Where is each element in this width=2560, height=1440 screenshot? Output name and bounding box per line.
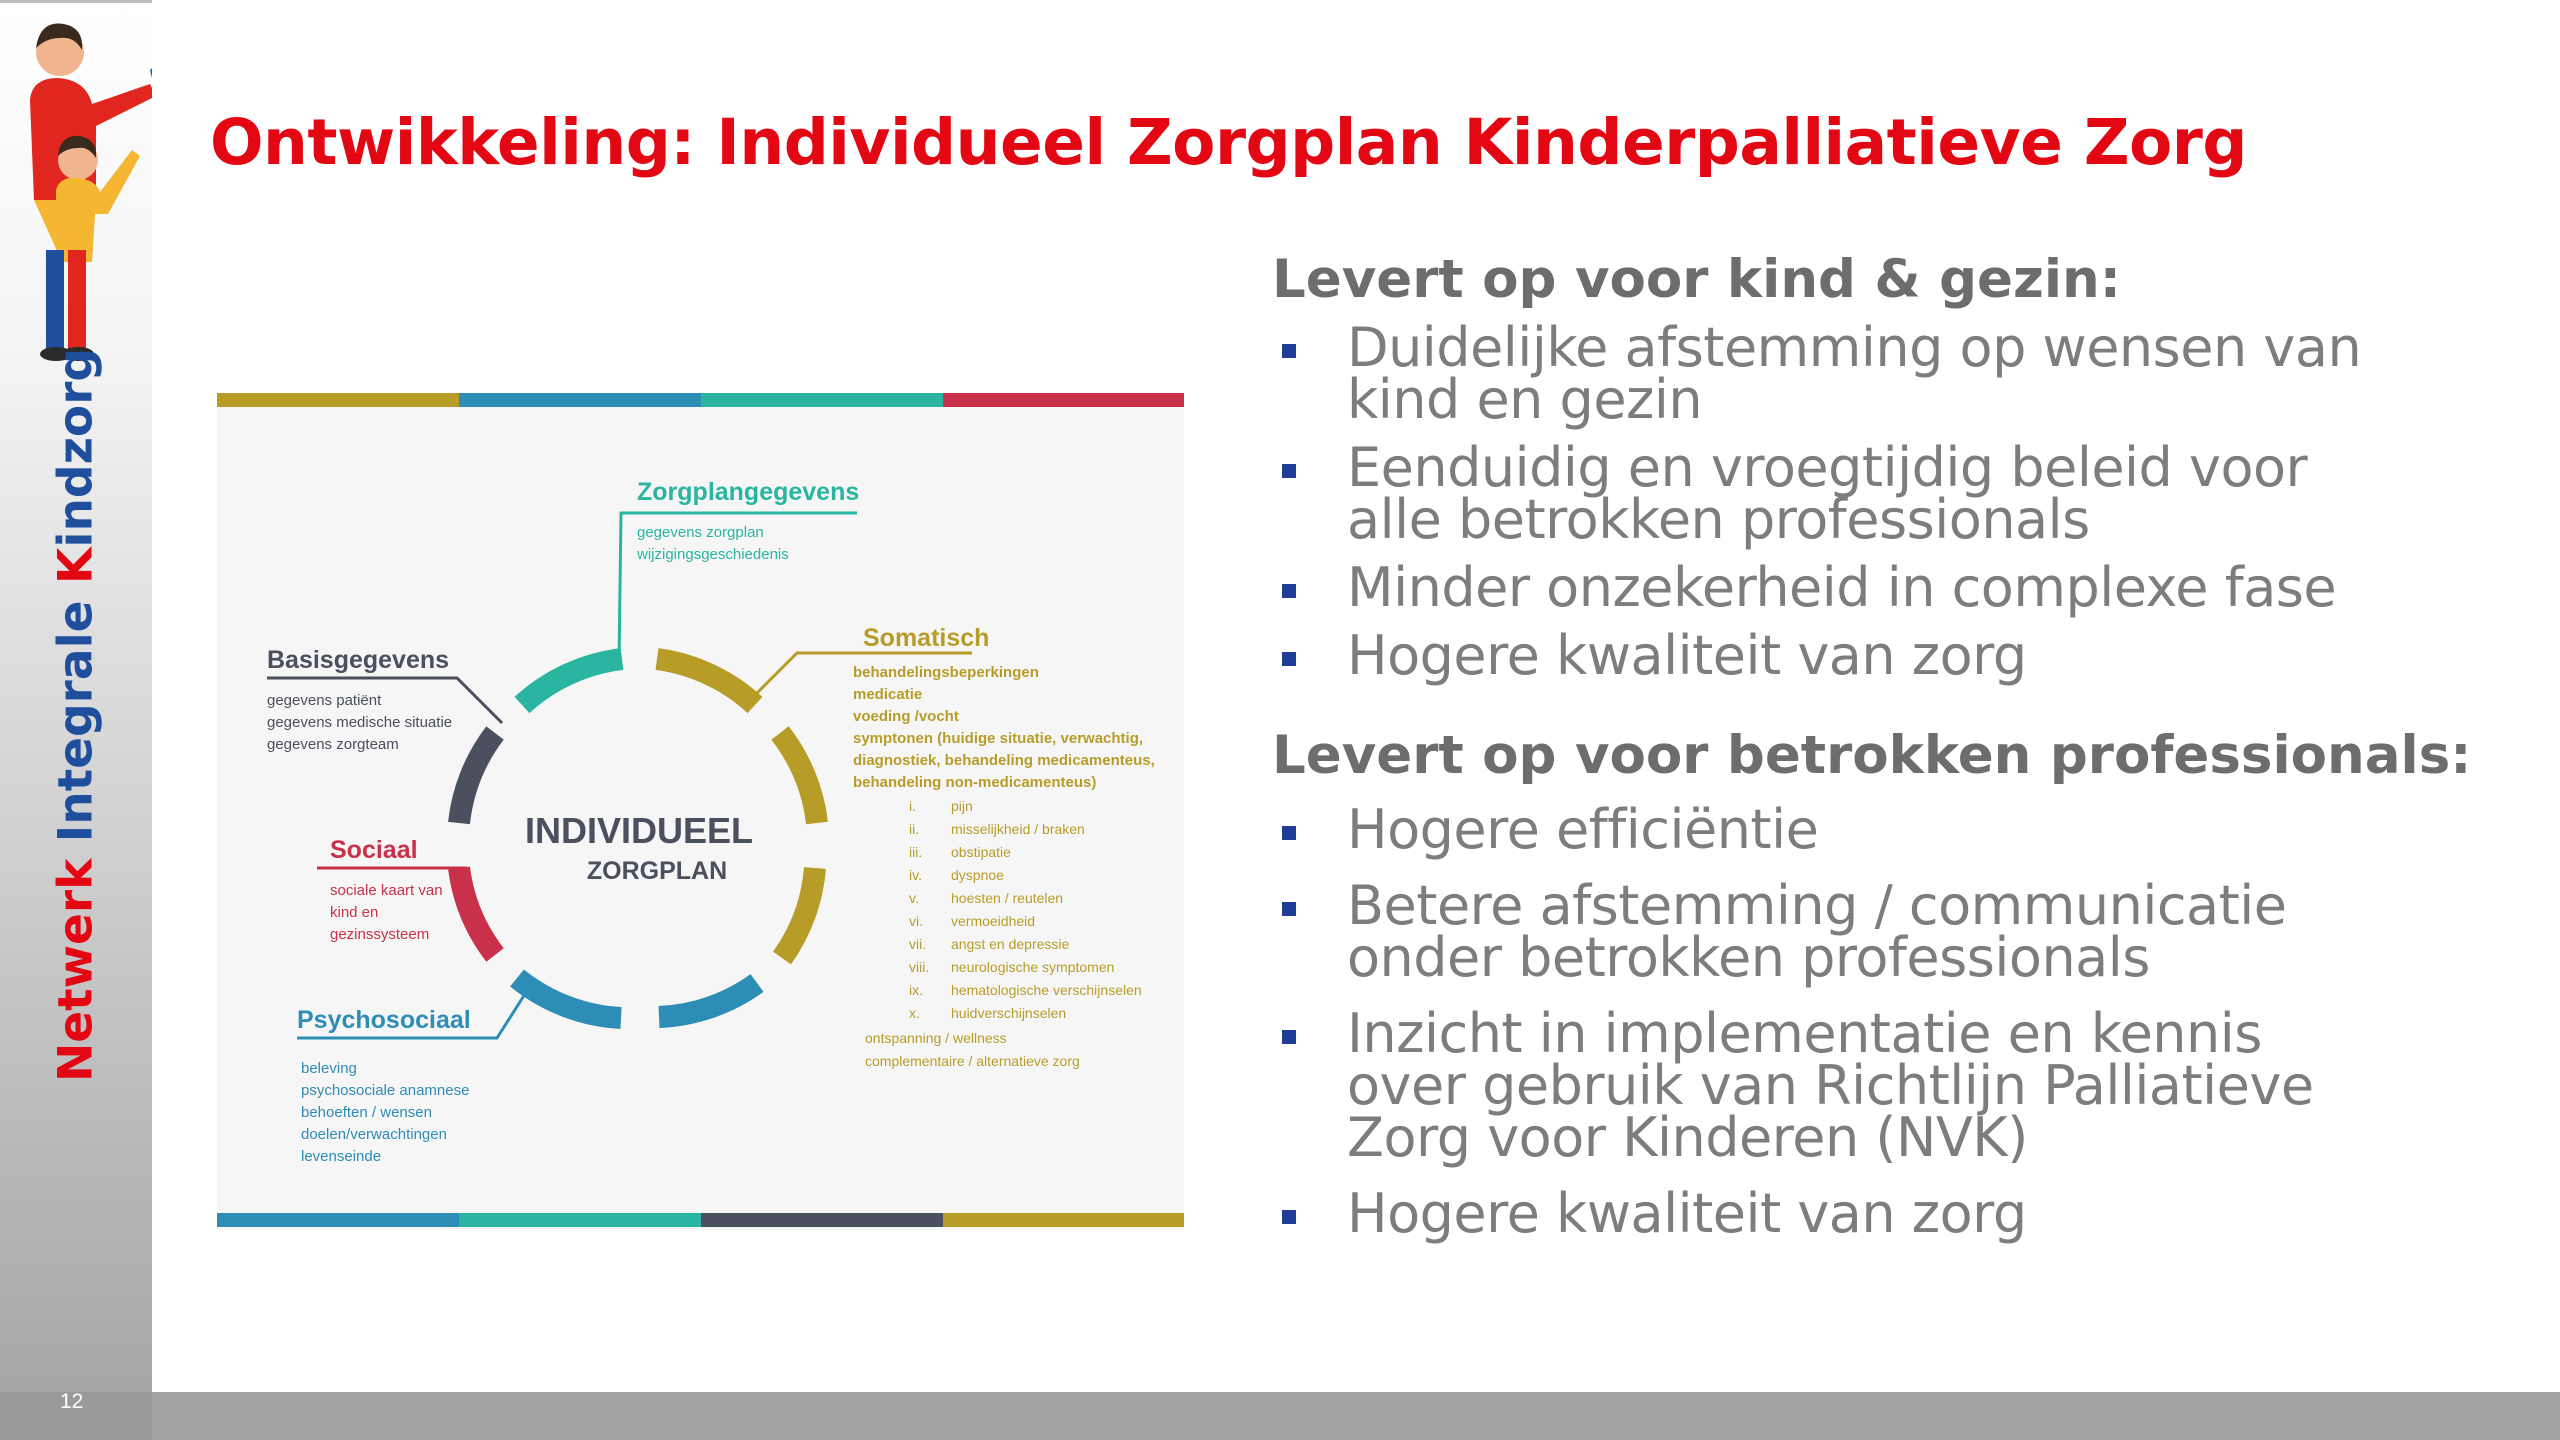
somatisch-num-3: iii. [909, 844, 923, 860]
bottom-bar-slate [701, 1213, 943, 1227]
bullet-line: Duidelijke afstemming op wensen van [1347, 316, 2362, 379]
bullet-line: Zorg voor Kinderen (NVK) [1347, 1106, 2028, 1169]
somatisch-num-8: viii. [909, 959, 930, 975]
brand-initial-k: K [48, 547, 104, 585]
somatisch-item-6: behandeling non-medicamenteus) [853, 774, 1097, 791]
somatisch-num-2: ii. [909, 821, 920, 837]
benefits-content [1272, 248, 2492, 1245]
list-item [1272, 874, 2492, 989]
section-heading-kind-gezin: Levert op voor kind & gezin: [1272, 249, 2121, 310]
brand-word-netwerk: Netwerk [48, 858, 104, 1083]
psychosociaal-item-4: doelen/verwachtingen [301, 1126, 447, 1143]
bullet-square-icon [1282, 902, 1296, 916]
arc-crimson [459, 868, 495, 955]
somatisch-sym-5: hoesten / reutelen [951, 890, 1064, 906]
bullet-square-icon [1282, 652, 1296, 666]
bullet-line: onder betrokken professionals [1347, 926, 2150, 989]
top-bar-teal [701, 393, 943, 407]
bullet-square-icon [1282, 584, 1296, 598]
bullet-line: kind en gezin [1347, 368, 1703, 431]
bottom-bar [0, 1392, 2560, 1440]
brand-vertical-text [49, 348, 104, 1082]
somatisch-sym-4: dyspnoe [951, 867, 1004, 883]
bullet-line: Betere afstemming / communicatie [1347, 874, 2287, 937]
list-item [1272, 798, 2492, 861]
list-item [1272, 316, 2492, 431]
psychosociaal-item-5: levenseinde [301, 1148, 382, 1165]
list-item [1272, 1002, 2492, 1169]
somatisch-item-2: medicatie [853, 686, 923, 703]
somatisch-num-9: ix. [909, 982, 923, 998]
list-item [1272, 436, 2492, 551]
bottom-bar-ocean [217, 1213, 459, 1227]
label-psychosociaal: Psychosociaal [297, 1006, 471, 1034]
slide-title: Ontwikkeling: Individueel Zorgplan Kinderpalliatieve Zorg [210, 106, 2247, 179]
page-number: 12 [60, 1390, 84, 1413]
somatisch-sym-7: angst en depressie [951, 936, 1070, 952]
bullet-square-icon [1282, 826, 1296, 840]
zorgplan-diagram [217, 393, 1184, 1230]
somatisch-sym-3: obstipatie [951, 844, 1011, 860]
bullet-list-professionals [1272, 798, 2492, 1245]
logo-illustration [0, 0, 152, 370]
somatisch-extra-2: complementaire / alternatieve zorg [865, 1053, 1080, 1069]
bullet-square-icon [1282, 464, 1296, 478]
bullet-square-icon [1282, 1030, 1296, 1044]
somatisch-sym-9: hematologische verschijnselen [951, 982, 1142, 998]
section-professionals [1272, 724, 2492, 1245]
bullet-line: Hogere efficiëntie [1347, 798, 1819, 861]
basisgegevens-item-1: gegevens patiënt [267, 692, 382, 709]
sociaal-item-1: sociale kaart van [330, 882, 443, 899]
label-somatisch: Somatisch [863, 624, 990, 652]
brand-word-integrale: Integrale [48, 600, 104, 843]
section-heading-professionals: Levert op voor betrokken professionals: [1272, 725, 2472, 786]
label-sociaal: Sociaal [330, 836, 418, 864]
top-bar-ocean [459, 393, 701, 407]
sidebar [0, 0, 152, 1392]
top-bar-mustard [217, 393, 459, 407]
basisgegevens-item-3: gegevens zorgteam [267, 736, 399, 753]
somatisch-num-5: v. [909, 890, 919, 906]
arc-teal [522, 659, 622, 705]
section-kind-gezin [1272, 248, 2492, 687]
somatisch-num-6: vi. [909, 913, 923, 929]
arc-ocean-1 [659, 983, 757, 1017]
label-zorgplangegevens: Zorgplangegevens [637, 478, 860, 506]
diagram-center-line1: INDIVIDUEEL [524, 810, 754, 851]
list-item [1272, 624, 2492, 687]
somatisch-item-4: symptonen (huidige situatie, verwachtig, [853, 730, 1144, 747]
somatisch-extra-1: ontspanning / wellness [865, 1030, 1007, 1046]
label-basisgegevens: Basisgegevens [267, 646, 450, 674]
bullet-line: Eenduidig en vroegtijdig beleid voor [1347, 436, 2308, 499]
arc-mustard-3 [782, 868, 815, 958]
somatisch-sym-10: huidverschijnselen [951, 1005, 1067, 1021]
somatisch-item-3: voeding /vocht [853, 708, 959, 725]
top-bar-crimson [943, 393, 1184, 407]
somatisch-num-4: iv. [909, 867, 922, 883]
bullet-line: Hogere kwaliteit van zorg [1347, 1182, 2027, 1245]
bullet-line: Minder onzekerheid in complexe fase [1347, 556, 2337, 619]
psychosociaal-item-2: psychosociale anamnese [301, 1082, 470, 1099]
somatisch-num-1: i. [909, 798, 916, 814]
somatisch-sym-8: neurologische symptomen [951, 959, 1115, 975]
arc-slate [459, 733, 495, 823]
brand-word-kindzorg: indzorg [48, 347, 104, 548]
bullet-line: alle betrokken professionals [1347, 488, 2090, 551]
basisgegevens-item-2: gegevens medische situatie [267, 714, 453, 731]
somatisch-sym-6: vermoeidheid [951, 913, 1036, 929]
bullet-list-kind-gezin [1272, 316, 2492, 687]
bullet-line: over gebruik van Richtlijn Palliatieve [1347, 1054, 2314, 1117]
zorgplangegevens-item-2: wijzigingsgeschiedenis [637, 546, 789, 563]
bullet-square-icon [1282, 1210, 1296, 1224]
diagram-center-line2: ZORGPLAN [586, 857, 728, 885]
bottom-bar-mustard [943, 1213, 1184, 1227]
zorgplangegevens-item-1: gegevens zorgplan [637, 524, 764, 541]
list-item [1272, 1182, 2492, 1245]
somatisch-item-5: diagnostiek, behandeling medicamenteus, [853, 752, 1155, 769]
list-item [1272, 556, 2492, 619]
psychosociaal-item-1: beleving [301, 1060, 357, 1077]
arc-mustard-1 [657, 659, 755, 705]
somatisch-sym-1: pijn [951, 798, 973, 814]
somatisch-num-7: vii. [909, 936, 927, 952]
bullet-line: Hogere kwaliteit van zorg [1347, 624, 2027, 687]
sociaal-item-3: gezinssysteem [330, 926, 430, 943]
sociaal-item-2: kind en [330, 904, 379, 921]
somatisch-item-1: behandelingsbeperkingen [853, 664, 1039, 681]
arc-mustard-2 [780, 733, 817, 823]
bullet-line: Inzicht in implementatie en kennis [1347, 1002, 2262, 1065]
bullet-square-icon [1282, 344, 1296, 358]
somatisch-num-10: x. [909, 1005, 920, 1021]
somatisch-sym-2: misselijkheid / braken [951, 821, 1085, 837]
psychosociaal-item-3: behoeften / wensen [301, 1104, 432, 1121]
bottom-bar-teal [459, 1213, 701, 1227]
